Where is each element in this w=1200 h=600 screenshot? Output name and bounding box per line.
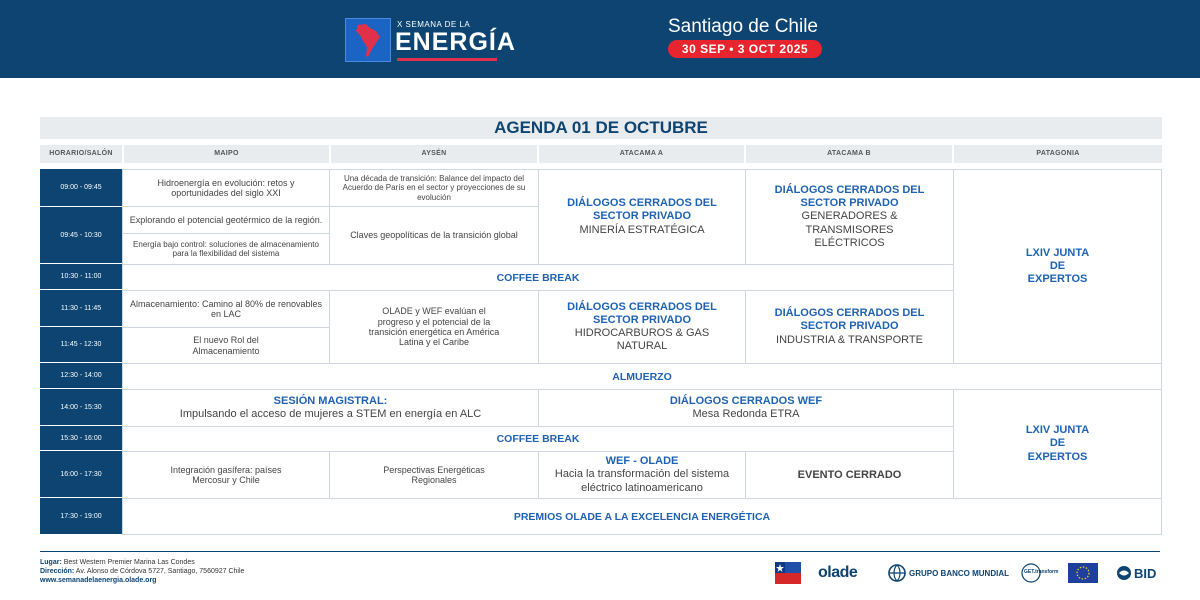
session-cell-maipo-0945b[interactable] bbox=[122, 233, 330, 265]
session-cell-atacama-b-block2[interactable] bbox=[745, 290, 954, 364]
address-label: Dirección: bbox=[40, 568, 75, 576]
logo-title: ENERGÍA bbox=[395, 28, 516, 56]
session-title: Integración gasífera: países Mercosur y Chile bbox=[170, 464, 282, 485]
chile-government-logo bbox=[775, 562, 801, 584]
session-cell-magistral[interactable] bbox=[122, 389, 539, 427]
session-cell-wef-olade[interactable] bbox=[538, 451, 746, 499]
footer-divider bbox=[40, 551, 1160, 552]
awards-band[interactable] bbox=[122, 498, 1162, 535]
time-slot: 11:30 - 11:45 bbox=[40, 290, 122, 327]
time-slot: 17:30 - 19:00 bbox=[40, 498, 122, 535]
session-cell-maipo-0945a[interactable] bbox=[122, 206, 330, 234]
session-title: DIÁLOGOS CERRADOS DEL SECTOR PRIVADO bbox=[567, 197, 717, 223]
column-header-aysen: AYSÉN bbox=[331, 145, 537, 163]
globe-icon bbox=[888, 564, 906, 582]
world-bank-logo bbox=[888, 562, 1009, 584]
session-title: Una década de transición: Balance del impacto del Acuerdo de París en el sector y proyecciones de su evolución bbox=[342, 174, 526, 202]
session-cell-wef-dialogos[interactable] bbox=[538, 389, 954, 427]
venue-name: Best Western Premier Marina Las Condes bbox=[63, 559, 195, 566]
session-title: Almacenamiento: Camino al 80% de renovables en LAC bbox=[129, 298, 323, 319]
logo-subtitle: X SEMANA DE LA bbox=[397, 20, 471, 29]
session-cell-maipo-1600[interactable] bbox=[122, 451, 330, 499]
venue-info bbox=[40, 558, 244, 585]
time-slot: 09:45 - 10:30 bbox=[40, 207, 122, 264]
column-header-maipo: MAIPO bbox=[124, 145, 329, 163]
session-subtitle: Impulsando el acceso de mujeres a STEM en energía en ALC bbox=[179, 408, 482, 420]
page-header bbox=[0, 0, 1200, 78]
time-slot: 14:00 - 15:30 bbox=[40, 389, 122, 426]
session-title: DIÁLOGOS CERRADOS DEL SECTOR PRIVADO bbox=[774, 307, 925, 333]
session-title: DIÁLOGOS CERRADOS WEF bbox=[669, 394, 823, 407]
get-transform-logo bbox=[1020, 562, 1059, 584]
agenda-title: AGENDA 01 DE OCTUBRE bbox=[494, 118, 708, 137]
session-cell-atacama-a-block1[interactable] bbox=[538, 169, 746, 265]
session-title: DIÁLOGOS CERRADOS DEL SECTOR PRIVADO bbox=[774, 184, 925, 210]
olade-logo: olade bbox=[818, 564, 858, 581]
lunch-band bbox=[122, 363, 1162, 390]
venue-address: Av. Alonso de Córdova 5727, Santiago, 7560927 Chile bbox=[75, 568, 245, 576]
session-title: LXIV JUNTA DE EXPERTOS bbox=[1025, 246, 1090, 286]
time-slot: 09:00 - 09:45 bbox=[40, 169, 122, 207]
session-title: SESIÓN MAGISTRAL: bbox=[273, 394, 388, 407]
band-label: PREMIOS OLADE A LA EXCELENCIA ENERGÉTICA bbox=[513, 510, 771, 523]
session-subtitle: Hacia la transformación del sistema eléctrico latinoamericano bbox=[554, 468, 730, 494]
venue-label: Lugar: bbox=[40, 559, 62, 566]
session-cell-maipo-1130[interactable] bbox=[122, 290, 330, 328]
session-title: DIÁLOGOS CERRADOS DEL SECTOR PRIVADO bbox=[567, 300, 717, 326]
session-cell-atacama-b-block1[interactable] bbox=[745, 169, 954, 265]
logo-underline bbox=[397, 58, 497, 61]
session-subtitle: Mesa Redonda ETRA bbox=[692, 408, 800, 420]
session-cell-patagonia-block2[interactable] bbox=[953, 389, 1162, 499]
session-cell-atacama-a-block2[interactable] bbox=[538, 290, 746, 364]
band-label: COFFEE BREAK bbox=[496, 271, 580, 284]
latin-america-map-icon bbox=[345, 18, 391, 62]
bid-logo bbox=[1116, 562, 1156, 584]
event-logo[interactable] bbox=[345, 16, 516, 64]
session-title: Energía bajo control: soluciones de almacenamiento para la flexibilidad del sistema bbox=[133, 239, 319, 258]
coffee-break-band bbox=[122, 426, 954, 452]
session-subtitle: GENERADORES & TRANSMISORES ELÉCTRICOS bbox=[801, 210, 898, 249]
session-title: OLADE y WEF evalúan el progreso y el potencial de la transición energética en América Latina y el Caribe bbox=[368, 306, 500, 348]
session-cell-maipo-0900[interactable] bbox=[122, 169, 330, 207]
session-cell-aysen-1600[interactable] bbox=[329, 451, 539, 499]
session-subtitle: MINERÍA ESTRATÉGICA bbox=[579, 223, 705, 236]
session-cell-maipo-1145[interactable] bbox=[122, 327, 330, 364]
session-subtitle: HIDROCARBUROS & GAS NATURAL bbox=[574, 327, 710, 353]
band-label: COFFEE BREAK bbox=[496, 433, 580, 445]
time-slot: 15:30 - 16:00 bbox=[40, 426, 122, 451]
column-header-patagonia: PATAGONIA bbox=[954, 145, 1162, 163]
session-title: Claves geopolíticas de la transición global bbox=[350, 230, 518, 241]
bid-label: BID bbox=[1134, 565, 1157, 581]
event-website-link[interactable]: www.semanadelaenergia.olade.org bbox=[40, 577, 157, 585]
agenda-title-bar bbox=[40, 117, 1162, 139]
get-transform-label: GET.transform bbox=[1024, 569, 1059, 575]
session-title: Explorando el potencial geotérmico de la región. bbox=[129, 214, 323, 225]
session-cell-aysen-0900[interactable] bbox=[329, 169, 539, 207]
time-slot: 12:30 - 14:00 bbox=[40, 363, 122, 389]
session-title: WEF - OLADE bbox=[605, 455, 679, 468]
session-cell-aysen-1130[interactable] bbox=[329, 290, 539, 364]
time-slot: 10:30 - 11:00 bbox=[40, 264, 122, 290]
event-dates-badge: 30 SEP • 3 OCT 2025 bbox=[668, 40, 822, 58]
session-title: Hidroenergía en evolución: retos y oportunidades del siglo XXI bbox=[157, 177, 295, 198]
session-title: LXIV JUNTA DE EXPERTOS bbox=[1025, 424, 1090, 463]
band-label: ALMUERZO bbox=[612, 370, 672, 383]
time-slot: 11:45 - 12:30 bbox=[40, 327, 122, 363]
world-bank-label: GRUPO BANCO MUNDIAL bbox=[909, 568, 1009, 578]
eu-flag-logo bbox=[1068, 562, 1098, 584]
event-city: Santiago de Chile bbox=[668, 16, 818, 37]
session-cell-patagonia-block1[interactable] bbox=[953, 169, 1162, 364]
column-header-time: HORARIO/SALÓN bbox=[40, 145, 122, 163]
session-title: Perspectivas Energéticas Regionales bbox=[383, 464, 485, 485]
session-cell-aysen-0945[interactable] bbox=[329, 206, 539, 265]
session-subtitle: INDUSTRIA & TRANSPORTE bbox=[776, 333, 923, 346]
session-cell-evento-cerrado[interactable] bbox=[745, 451, 954, 499]
coffee-break-band bbox=[122, 264, 954, 291]
column-header-atacama-b: ATACAMA B bbox=[746, 145, 952, 163]
session-title: El nuevo Rol del Almacenamiento bbox=[192, 335, 260, 356]
column-header-atacama-a: ATACAMA A bbox=[539, 145, 744, 163]
time-slot: 16:00 - 17:30 bbox=[40, 451, 122, 498]
session-title: EVENTO CERRADO bbox=[797, 469, 902, 481]
